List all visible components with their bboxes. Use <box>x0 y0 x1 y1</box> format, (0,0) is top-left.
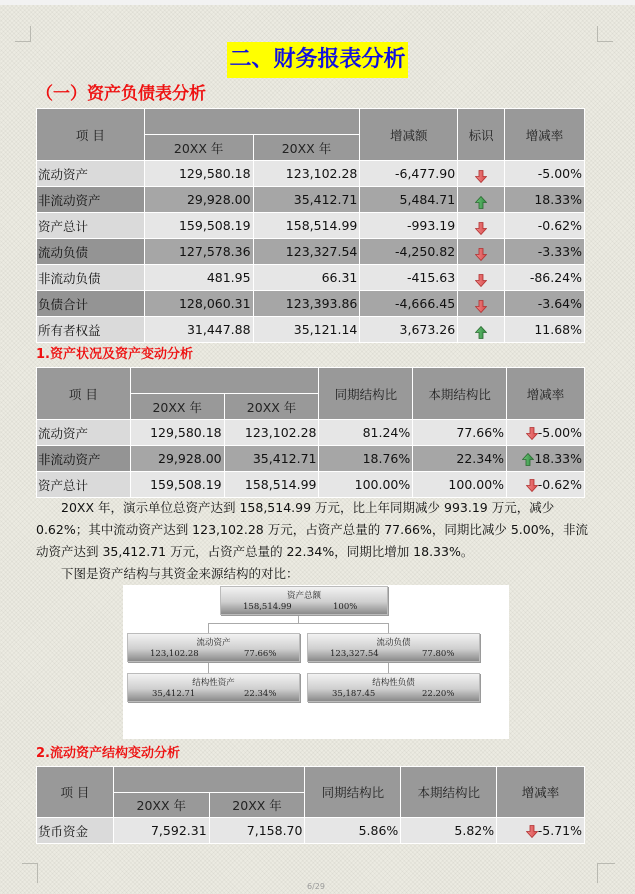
node-title: 流动资产 <box>196 638 231 648</box>
page-title: 二、财务报表分析 <box>227 42 407 78</box>
up-arrow-icon <box>475 326 487 339</box>
row-flag <box>458 291 505 317</box>
node-pct: 100% <box>333 602 358 612</box>
node-pct: 77.80% <box>422 649 455 659</box>
row-rate: -3.64% <box>505 291 585 317</box>
row-name: 非流动资产 <box>37 187 145 213</box>
section-heading: （一）资产负债表分析 <box>36 84 206 104</box>
row-name: 所有者权益 <box>37 317 145 343</box>
row-change: -6,477.90 <box>360 161 458 187</box>
crop-mark-top-right <box>597 26 613 42</box>
row-rate-cell <box>507 420 585 446</box>
row-rate: -3.33% <box>505 239 585 265</box>
table-row <box>37 187 585 213</box>
connector <box>298 615 299 623</box>
down-arrow-icon <box>526 479 538 492</box>
row-rate-cell <box>497 818 585 844</box>
row-rate: -5.00% <box>537 425 582 440</box>
analysis-paragraph <box>36 497 591 585</box>
down-arrow-icon <box>526 825 538 838</box>
row-prior-ratio: 100.00% <box>319 472 413 498</box>
row-flag <box>458 239 505 265</box>
row-year2: 66.31 <box>253 265 360 291</box>
crop-mark-top-left <box>15 26 31 42</box>
row-rate: -5.00% <box>505 161 585 187</box>
row-name: 流动资产 <box>37 161 145 187</box>
row-name: 负债合计 <box>37 291 145 317</box>
row-name: 货币资金 <box>37 818 114 844</box>
header-prior-ratio: 同期结构比 <box>319 368 413 420</box>
node-value: 35,412.71 <box>152 689 196 699</box>
table-row <box>37 420 585 446</box>
connector <box>388 623 389 633</box>
row-current-ratio: 22.34% <box>413 446 507 472</box>
header-year2: 20XX 年 <box>209 793 305 818</box>
row-year2: 35,121.14 <box>253 317 360 343</box>
up-arrow-icon <box>522 453 534 466</box>
top-bar <box>0 0 635 5</box>
row-year1: 159,508.19 <box>130 472 224 498</box>
row-current-ratio: 5.82% <box>401 818 497 844</box>
row-year1: 29,928.00 <box>144 187 253 213</box>
node-title: 资产总额 <box>286 591 321 601</box>
table-row <box>37 818 585 844</box>
row-flag <box>458 213 505 239</box>
row-year1: 481.95 <box>144 265 253 291</box>
row-change: -4,666.45 <box>360 291 458 317</box>
node-value: 35,187.45 <box>332 689 376 699</box>
header-change: 增减额 <box>360 109 458 161</box>
down-arrow-icon <box>526 427 538 440</box>
row-year2: 158,514.99 <box>253 213 360 239</box>
page-number: 6/29 <box>307 882 325 891</box>
current-asset-structure-table <box>36 766 585 844</box>
crop-mark-bottom-right <box>597 863 615 883</box>
row-flag <box>458 161 505 187</box>
node-value: 123,102.28 <box>150 649 199 659</box>
header-item: 项 目 <box>37 767 114 818</box>
row-prior-ratio: 81.24% <box>319 420 413 446</box>
node-current-liabilities <box>307 633 480 662</box>
row-year1: 127,578.36 <box>144 239 253 265</box>
header-flag: 标识 <box>458 109 505 161</box>
node-value: 123,327.54 <box>330 649 379 659</box>
row-year2: 123,393.86 <box>253 291 360 317</box>
row-rate-cell <box>507 446 585 472</box>
node-value: 158,514.99 <box>243 602 292 612</box>
node-title: 结构性负债 <box>372 678 415 688</box>
row-name: 非流动负债 <box>37 265 145 291</box>
row-name: 资产总计 <box>37 213 145 239</box>
header-item: 项 目 <box>37 109 145 161</box>
node-structural-assets <box>127 673 300 702</box>
down-arrow-icon <box>475 248 487 261</box>
down-arrow-icon <box>475 222 487 235</box>
balance-sheet-table <box>36 108 585 343</box>
row-rate: -5.71% <box>537 823 582 838</box>
node-structural-liabilities <box>307 673 480 702</box>
row-year2: 158,514.99 <box>224 472 319 498</box>
row-name: 流动资产 <box>37 420 131 446</box>
row-year2: 123,327.54 <box>253 239 360 265</box>
analysis-text: 20XX 年，演示单位总资产达到 158,514.99 万元，比上年同期减少 993.19 万元，减少 0.62%；其中流动资产达到 123,102.28 万元，占资产总量的 77.66%，同期比减少 5.00%，非流动资产达到 35,412.71 万元，占资产总量的 22.34%，同期比增加 18.33%。 <box>36 500 589 559</box>
node-pct: 77.66% <box>244 649 277 659</box>
row-rate: 18.33% <box>534 451 582 466</box>
row-year1: 129,580.18 <box>144 161 253 187</box>
subsection-heading-1: 1.资产状况及资产变动分析 <box>36 347 193 362</box>
up-arrow-icon <box>475 196 487 209</box>
header-year2: 20XX 年 <box>224 394 319 420</box>
row-name: 资产总计 <box>37 472 131 498</box>
row-rate-cell <box>507 472 585 498</box>
down-arrow-icon <box>475 300 487 313</box>
asset-structure-table <box>36 367 585 498</box>
header-current-ratio: 本期结构比 <box>413 368 507 420</box>
table-row <box>37 472 585 498</box>
row-year1: 159,508.19 <box>144 213 253 239</box>
node-title: 流动负债 <box>376 638 411 648</box>
row-year1: 31,447.88 <box>144 317 253 343</box>
row-current-ratio: 77.66% <box>413 420 507 446</box>
down-arrow-icon <box>475 170 487 183</box>
diagram-intro: 下图是资产结构与其资金来源结构的对比： <box>61 566 299 581</box>
connector <box>208 623 388 624</box>
header-rate: 增减率 <box>505 109 585 161</box>
node-pct: 22.34% <box>244 689 277 699</box>
header-item: 项 目 <box>37 368 131 420</box>
row-year2: 123,102.28 <box>253 161 360 187</box>
row-year1: 7,592.31 <box>113 818 209 844</box>
row-prior-ratio: 5.86% <box>305 818 401 844</box>
table-row <box>37 446 585 472</box>
down-arrow-icon <box>475 274 487 287</box>
row-rate: 18.33% <box>505 187 585 213</box>
row-rate: 11.68% <box>505 317 585 343</box>
row-year2: 123,102.28 <box>224 420 319 446</box>
header-rate: 增减率 <box>497 767 585 818</box>
header-prior-ratio: 同期结构比 <box>305 767 401 818</box>
node-current-assets <box>127 633 300 662</box>
subsection-heading-2: 2.流动资产结构变动分析 <box>36 746 180 761</box>
header-rate: 增减率 <box>507 368 585 420</box>
row-year1: 128,060.31 <box>144 291 253 317</box>
header-years-group <box>130 368 319 394</box>
header-current-ratio: 本期结构比 <box>401 767 497 818</box>
row-year2: 35,412.71 <box>253 187 360 213</box>
connector <box>208 623 209 633</box>
node-total-assets <box>220 586 388 615</box>
row-change: -4,250.82 <box>360 239 458 265</box>
connector <box>208 662 209 673</box>
row-name: 非流动资产 <box>37 446 131 472</box>
row-year1: 29,928.00 <box>130 446 224 472</box>
header-year1: 20XX 年 <box>130 394 224 420</box>
row-change: 5,484.71 <box>360 187 458 213</box>
table-row <box>37 265 585 291</box>
row-flag <box>458 187 505 213</box>
header-year1: 20XX 年 <box>144 135 253 161</box>
row-year1: 129,580.18 <box>130 420 224 446</box>
header-year2: 20XX 年 <box>253 135 360 161</box>
row-year2: 7,158.70 <box>209 818 305 844</box>
row-change: 3,673.26 <box>360 317 458 343</box>
connector <box>388 662 389 673</box>
row-current-ratio: 100.00% <box>413 472 507 498</box>
row-prior-ratio: 18.76% <box>319 446 413 472</box>
row-rate: -0.62% <box>537 477 582 492</box>
row-flag <box>458 265 505 291</box>
row-rate: -86.24% <box>505 265 585 291</box>
table-row <box>37 213 585 239</box>
header-years-group <box>144 109 360 135</box>
row-year2: 35,412.71 <box>224 446 319 472</box>
title-container <box>0 42 635 78</box>
node-title: 结构性资产 <box>192 678 235 688</box>
row-rate: -0.62% <box>505 213 585 239</box>
row-name: 流动负债 <box>37 239 145 265</box>
table-row <box>37 317 585 343</box>
table-row <box>37 161 585 187</box>
row-change: -993.19 <box>360 213 458 239</box>
node-pct: 22.20% <box>422 689 455 699</box>
crop-mark-bottom-left <box>22 863 38 883</box>
table-row <box>37 239 585 265</box>
table-row <box>37 291 585 317</box>
header-year1: 20XX 年 <box>113 793 209 818</box>
header-years-group <box>113 767 305 793</box>
structure-diagram <box>123 585 509 739</box>
row-flag <box>458 317 505 343</box>
row-change: -415.63 <box>360 265 458 291</box>
